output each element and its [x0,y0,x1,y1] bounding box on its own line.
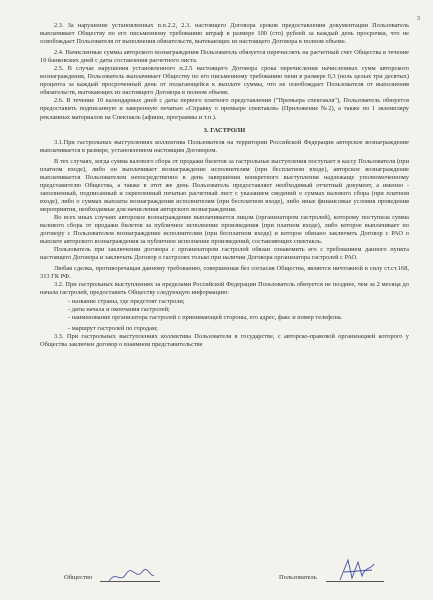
section-heading-tours: 3. ГАСТРОЛИ [203,126,246,134]
clause-3-3: 3.3. При гастрольных выступлениях коллектива Пользователя в государстве, с авторско-правовой организацией которого у Общества заключен договор о взаимном представительстве [40,332,409,348]
list-item: - название страны, где предстоят гастроли; [68,297,185,305]
signature-footer [64,568,409,588]
user-signature-label: Пользователь [279,574,317,581]
clause-3-1-other: Во всех иных случаях авторское вознаграждение выплачивается лицом (организатором гастролей), которому поступила сумма валового сбора от продажи билетов за публичное исполнение произведения (при платном входе), либо которое выплачивает по договору с Пользователем вознаграждение исполнителям (при бесплатном входе) и которое обязано заключить Договор с РАО о выплате авторского вознаграждения за публичное исполнение произведений, составляющих спектакль. [40,214,409,246]
clause-2-6: 2.6. В течение 10 календарных дней с даты первого платного представления ("Премьера спектакля"), Пользователь обязуется предоставить подписанную и заверенную печатью «Справку о премьере спектакля» (Приложение №2), а также по 1 экземпляру рекламных материалов на Спектакль (афиши, программы и т.п.). [40,97,409,121]
clause-3-2: 3.2. При гастрольных выступлениях за пределами Российской Федерации Пользователь обязуется не позднее, чем за 2 месяца до начала гастролей, предоставить Обществу следующую информацию: [40,281,409,297]
clause-3-1-organizer: Пользователь при заключении договора с организатором гастролей обязан ознакомить его с требованием данного пункта настоящего Договора и заключать Договор о гастролях только при наличии Договора организатора гастролей с РАО. [40,246,409,262]
clause-2-5: 2.5. В случае нарушения установленного п.2.5 настоящего Договора срока перечисления начисленных сумм авторского вознаграждения, Пользователь выплачивает Обществу по его письменному требованию пени в размере 0,3 (ноль целых три десятых) процента за каждый просроченный день от полагающейся к выплате суммы, что не освобождает Пользователя от выполнения обязательств, вытекающих из настоящего Договора в полном объеме. [40,65,409,97]
list-item: - даты начала и окончания гастролей; [68,305,170,313]
list-item: - маршрут гастролей по городам; [68,324,158,332]
company-signature-label: Общество [64,574,93,581]
clause-2-3: 2.3. За нарушение установленных п.п.2.2, 2.3. настоящего Договора сроков предоставления документации Пользователь выплачивает Обществу по его письменному требованию штраф в размере 100 (сто) рублей за каждый день просрочки, что не освобождает Пользователя от выполнения обязательств, вытекающих из настоящего Договора в полном объеме. [40,22,409,46]
clause-2-4: 2.4. Начисленные суммы авторского вознаграждения Пользователь обязуется перечислять на расчетный счет Общества в течение 10 банковских дней с даты составления расчетного листа. [40,49,409,65]
list-item: - наименование организатора гастролей с принимающей стороны, его адрес, факс и номер телефона. [68,313,343,321]
company-signature-mark [106,566,156,586]
clause-3-1-void: Любая сделка, противоречащая данному требованию, совершенная без согласия Общества, является ничтожной в силу ст.ст.168, 313 ГК РФ. [40,265,409,281]
clause-3-1-cash: В тех случаях, когда сумма валового сбора от продажи билетов за гастрольные выступления поступает в кассу Пользователя (при платном входе), либо он выплачивает вознаграждение исполнителям (при бесплатном входе), авторское вознаграждение выплачивается Пользователем непосредственно в день завершения конкретного выступления надлежаще уполномоченному представителю Общества, а также в этот же день Пользователь предоставляет необходимый отчетный документ, а именно - заполненный, подписанный и скрепленный печатью расчетный лист с указанием сведений о суммах валового сбора (при платном входе), либо о суммах выплаты вознаграждения исполнителям (при бесплатном входе), либо иные финансовые условия проведения мероприятия, необходимые для начисления авторского вознаграждения. [40,157,409,213]
user-signature-mark [334,556,382,586]
clause-3-1: 3.1.При гастрольных выступлениях коллектива Пользователя на территории Российской Федерации авторское вознаграждение выплачивается в размере, установленном настоящим Договором. [40,138,409,154]
page-number: 3 [416,15,420,22]
